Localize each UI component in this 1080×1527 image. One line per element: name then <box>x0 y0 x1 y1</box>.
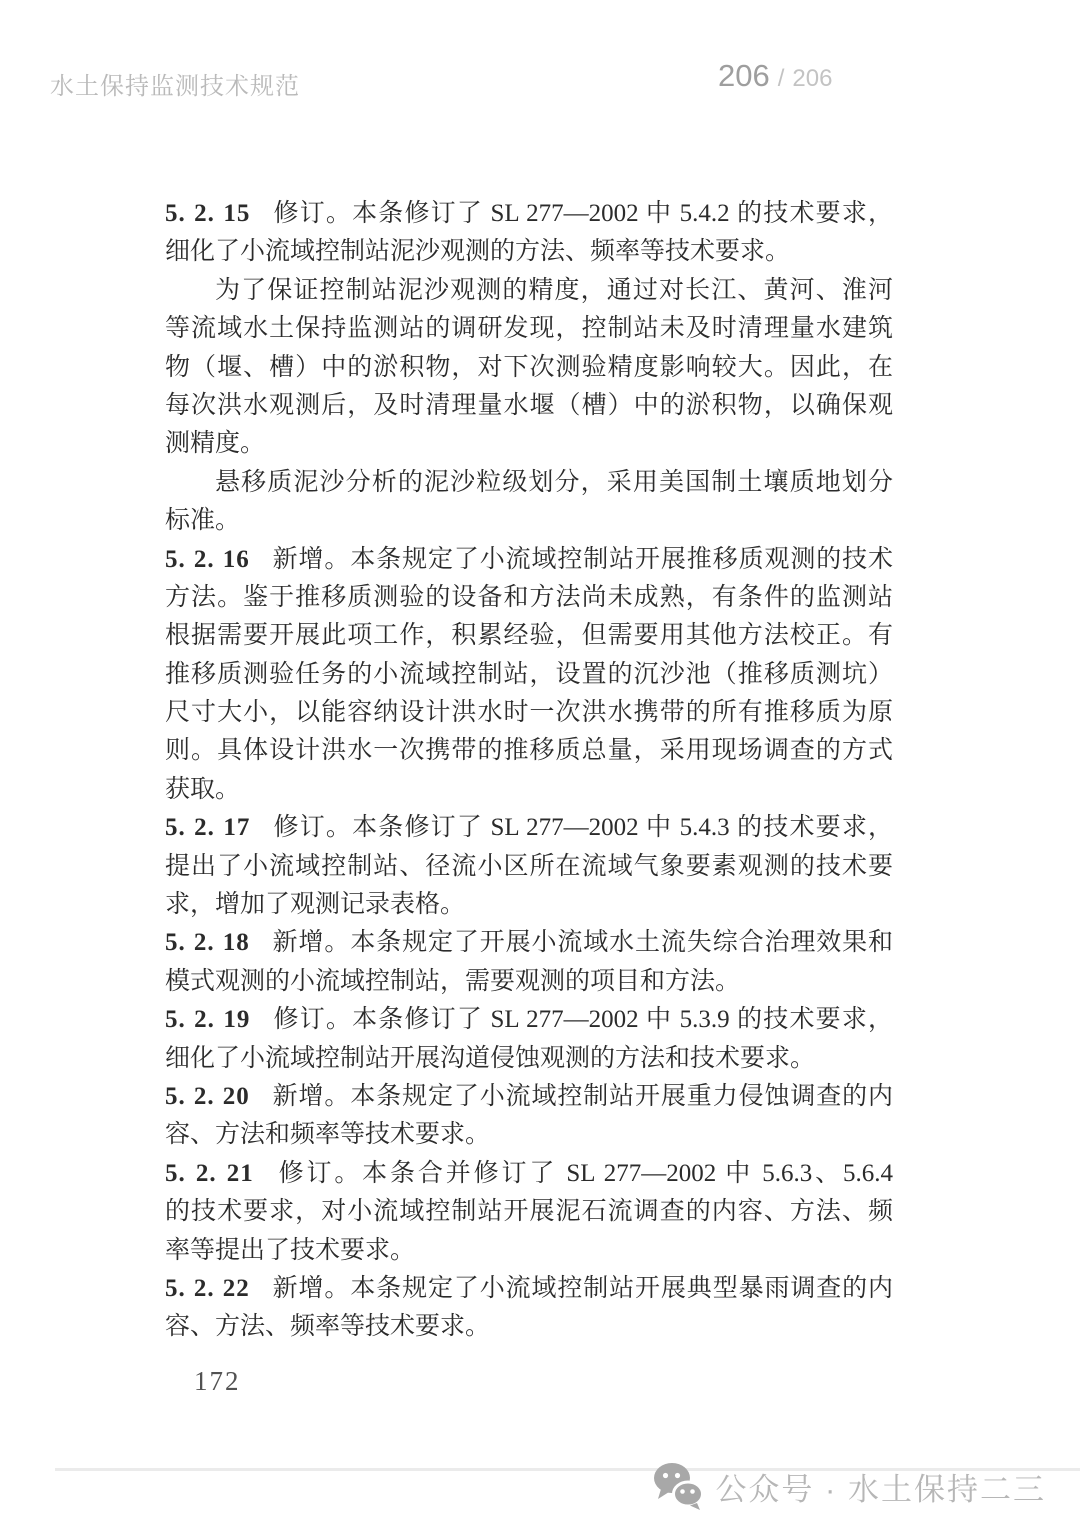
text-line: 推移质测验任务的小流域控制站，设置的沉沙池（推移质测坑） <box>165 660 893 688</box>
clause-line: 5. 2. 16 新增。本条规定了小流域控制站开展推移质观测的技术 <box>165 545 893 573</box>
total-pages: 206 <box>792 65 833 92</box>
text-line: 率等提出了技术要求。 <box>165 1236 416 1264</box>
text-line: 悬移质泥沙分析的泥沙粒级划分，采用美国制土壤质地划分 <box>215 468 893 496</box>
page-number: 172 <box>194 1366 241 1396</box>
page-separator: / <box>777 65 785 92</box>
text-line: 每次洪水观测后，及时清理量水堰（槽）中的淤积物，以确保观 <box>165 391 893 419</box>
text-line: 方法。鉴于推移质测验的设备和方法尚未成熟，有条件的监测站 <box>165 583 893 611</box>
clause-line: 5. 2. 20 新增。本条规定了小流域控制站开展重力侵蚀调查的内 <box>165 1082 893 1110</box>
clause-number: 5. 2. 18 <box>165 929 250 957</box>
clause-line: 5. 2. 22 新增。本条规定了小流域控制站开展典型暴雨调查的内 <box>165 1274 893 1302</box>
clause-line: 5. 2. 19 修订。本条修订了 SL 277—2002 中 5.3.9 的技术要求， <box>165 1006 893 1034</box>
text-line: 提出了小流域控制站、径流小区所在流域气象要素观测的技术要 <box>165 852 893 880</box>
clause-line: 5. 2. 15 修订。本条修订了 SL 277—2002 中 5.4.2 的技术要求， <box>165 200 893 227</box>
current-page: 206 <box>718 58 770 93</box>
clause-line: 5. 2. 17 修订。本条修订了 SL 277—2002 中 5.4.3 的技术要求， <box>165 814 893 842</box>
text-line: 尺寸大小，以能容纳设计洪水时一次洪水携带的所有推移质为原 <box>165 699 893 727</box>
clause-number: 5. 2. 19 <box>165 1006 251 1034</box>
clause-number: 5. 2. 20 <box>165 1082 250 1110</box>
wechat-icon <box>653 1462 703 1510</box>
watermark-text: 公众号 · 水土保持二三 <box>715 1471 1046 1507</box>
clause-number: 5. 2. 21 <box>165 1159 254 1187</box>
text-line: 的技术要求，对小流域控制站开展泥石流调查的内容、方法、频 <box>165 1198 893 1226</box>
clause-number: 5. 2. 17 <box>165 814 251 842</box>
clause-number: 5. 2. 22 <box>165 1274 250 1302</box>
text-line: 获取。 <box>165 775 241 803</box>
text-line: 求，增加了观测记录表格。 <box>165 891 466 919</box>
clause-line: 5. 2. 21 修订。本条合并修订了 SL 277—2002 中 5.6.3、5.6.4 <box>165 1159 893 1187</box>
clause-line: 5. 2. 18 新增。本条规定了开展小流域水土流失综合治理效果和 <box>165 929 893 957</box>
text-line: 则。具体设计洪水一次携带的推移质总量，采用现场调查的方式 <box>165 737 893 765</box>
text-line: 等流域水土保持监测站的调研发现，控制站未及时清理量水建筑 <box>165 315 893 343</box>
document-title: 水土保持监测技术规范 <box>50 73 300 100</box>
text-line: 物（堰、槽）中的淤积物，对下次测验精度影响较大。因此，在 <box>165 353 893 381</box>
text-line: 为了保证控制站泥沙观测的精度，通过对长江、黄河、淮河 <box>215 276 893 304</box>
text-line: 模式观测的小流域控制站，需要观测的项目和方法。 <box>165 967 741 995</box>
document-text-block <box>165 195 893 1347</box>
text-line: 标准。 <box>165 507 241 535</box>
text-line: 细化了小流域控制站开展沟道侵蚀观测的方法和技术要求。 <box>165 1044 816 1072</box>
text-line: 容、方法、频率等技术要求。 <box>165 1313 491 1341</box>
clause-number: 5. 2. 16 <box>165 545 250 573</box>
text-line: 容、方法和频率等技术要求。 <box>165 1121 491 1149</box>
clause-number: 5. 2. 15 <box>165 200 251 227</box>
watermark <box>653 1462 1046 1510</box>
text-line: 测精度。 <box>165 430 266 458</box>
text-line: 细化了小流域控制站泥沙观测的方法、频率等技术要求。 <box>165 238 791 266</box>
page-indicator[interactable] <box>718 58 832 94</box>
text-line: 根据需要开展此项工作，积累经验，但需要用其他方法校正。有 <box>165 622 893 650</box>
